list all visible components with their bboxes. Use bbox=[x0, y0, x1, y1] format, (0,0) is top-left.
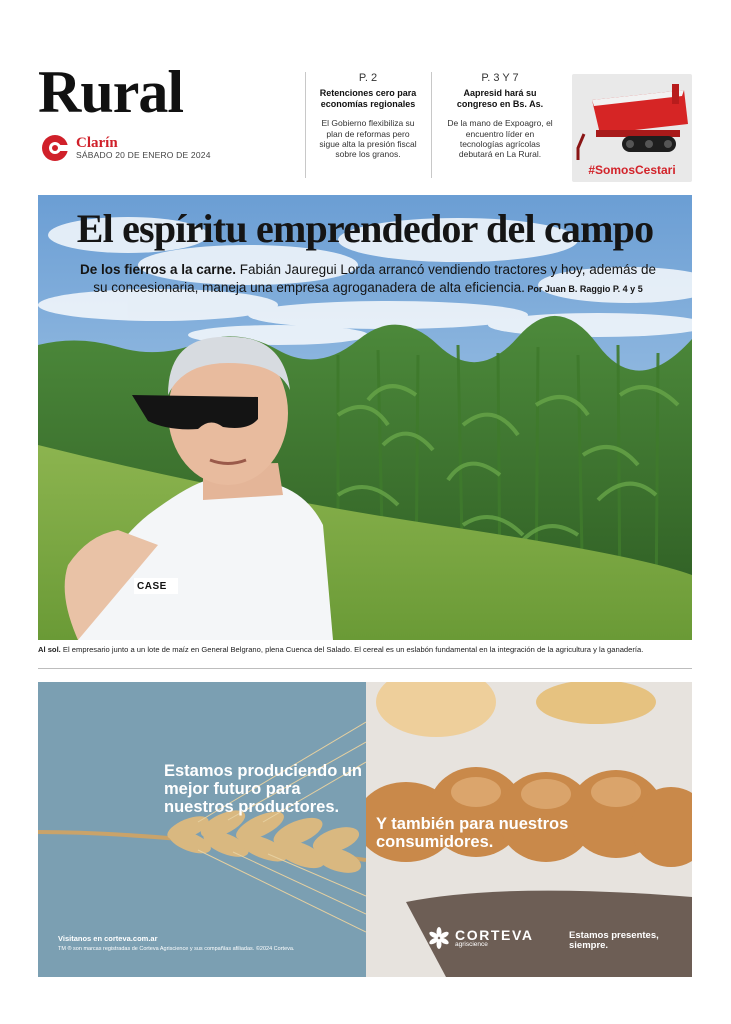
ad-wheat-panel bbox=[38, 682, 366, 977]
corteva-logo bbox=[428, 927, 534, 949]
wheat-ear-image bbox=[38, 682, 366, 977]
promo-hashtag: #SomosCestari bbox=[588, 163, 676, 177]
deck-text: Fabián Jauregui Lorda arrancó vendiendo tractores y hoy, además de su concesionaria, maneja una empresa agroganadera de alta eficiencia. bbox=[93, 262, 657, 295]
ad-brand-name: CORTEVA bbox=[455, 926, 534, 943]
promo-box[interactable] bbox=[572, 74, 692, 182]
ad-website-link[interactable]: Visitanos en corteva.com.ar bbox=[58, 934, 158, 943]
edition-date: SÁBADO 20 DE ENERO DE 2024 bbox=[76, 150, 211, 161]
teaser-aapresid[interactable] bbox=[444, 72, 556, 160]
byline: Por Juan B. Raggio P. 4 y 5 bbox=[524, 283, 643, 294]
ad-legal-text: TM ® son marcas registradas de Corteva Agriscience y sus compañías afiliadas. ©2024 Corteva. bbox=[58, 946, 295, 952]
hero-deck bbox=[78, 261, 658, 297]
horizontal-rule bbox=[38, 668, 692, 669]
teaser-headline: Aapresid hará su congreso en Bs. As. bbox=[456, 88, 544, 110]
clarin-logo-icon bbox=[40, 133, 70, 163]
corteva-ad[interactable] bbox=[38, 682, 692, 977]
teaser-body: El Gobierno flexibiliza su plan de reformas pero sigue alta la presión fiscal sobre los granos. bbox=[319, 118, 417, 160]
caption-text: El empresario junto a un lote de maíz en General Belgrano, plena Cuenca del Salado. El cereal es un eslabón fundamental en la integración de la agricultura y la ganadería. bbox=[60, 645, 644, 654]
teaser-retenciones[interactable] bbox=[318, 72, 418, 160]
photo-caption bbox=[38, 645, 692, 654]
ad-headline-left: Estamos produciendo un mejor futuro para nuestros productores. bbox=[164, 762, 363, 817]
brand-row bbox=[40, 133, 211, 163]
caption-kicker: Al sol. bbox=[38, 645, 61, 654]
hero-headline: El espíritu emprendedor del campo bbox=[76, 206, 654, 251]
ad-tagline: Estamos presentes, siempre. bbox=[569, 930, 659, 952]
column-divider bbox=[431, 72, 432, 178]
deck-kicker: De los fierros a la carne. bbox=[79, 262, 237, 277]
teaser-headline: Retenciones cero para economías regionales bbox=[319, 88, 417, 110]
shirt-logo: CASE bbox=[137, 581, 167, 592]
column-divider bbox=[305, 72, 306, 178]
teaser-page: P. 3 Y 7 bbox=[481, 72, 519, 84]
section-title: Rural bbox=[38, 59, 183, 125]
grain-cart-image bbox=[572, 74, 692, 164]
hero-story[interactable] bbox=[38, 195, 692, 640]
newspaper-name: Clarín bbox=[76, 134, 118, 151]
teaser-page: P. 2 bbox=[358, 72, 378, 84]
corteva-flower-icon bbox=[428, 927, 450, 949]
ad-headline-right: Y también para nuestros consumidores. bbox=[376, 815, 569, 852]
ad-brand-sub: agriscience bbox=[455, 940, 488, 948]
teaser-body: De la mano de Expoagro, el encuentro líder en tecnologías agrícolas debutará en La Rural. bbox=[447, 118, 553, 160]
